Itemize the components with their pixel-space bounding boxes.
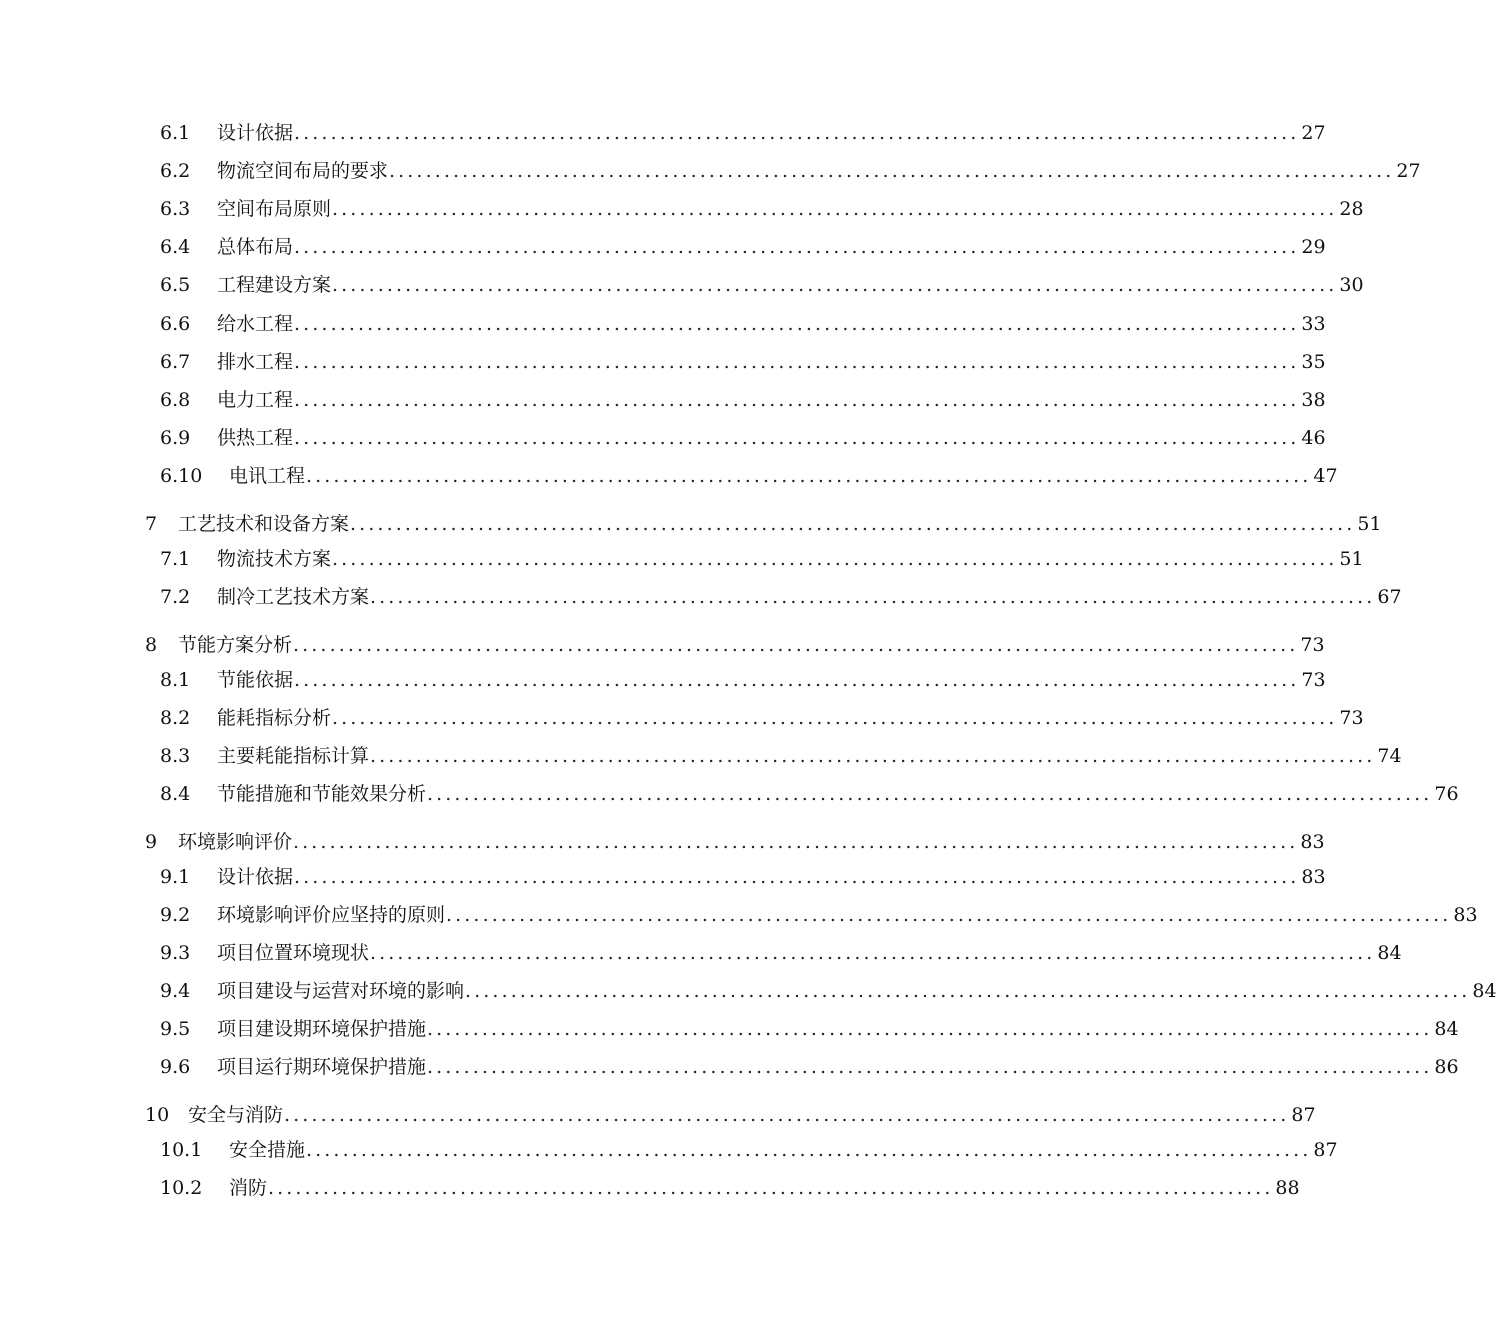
- toc-chapter-entry[interactable]: [0, 1096, 1316, 1126]
- toc-entry[interactable]: [0, 228, 1326, 258]
- toc-entry-page: 28: [1339, 198, 1364, 220]
- toc-entry-number: 6.3: [160, 198, 191, 220]
- toc-entry-page: 83: [1301, 866, 1326, 888]
- toc-entry-title: 节能措施和节能效果分析: [217, 783, 427, 805]
- toc-entry-title: 电讯工程: [229, 465, 306, 487]
- toc-entry-number: 6.5: [160, 274, 191, 296]
- toc-entry-number: 9.1: [160, 866, 191, 888]
- dot-leader: ..............................................................................................................: [294, 866, 1300, 888]
- toc-entry[interactable]: [0, 737, 1402, 767]
- dot-leader: ..............................................................................................................: [294, 122, 1300, 144]
- toc-entry-page: 76: [1434, 783, 1459, 805]
- toc-entry-title: 空间布局原则: [217, 198, 332, 220]
- toc-entry-number: 6.6: [160, 313, 191, 335]
- toc-entry-title: 消防: [229, 1177, 268, 1199]
- dot-leader: ..............................................................................................................: [332, 548, 1338, 570]
- dot-leader: ..............................................................................................................: [389, 160, 1395, 182]
- toc-entry[interactable]: [0, 152, 1421, 182]
- toc-entry-page: 46: [1301, 427, 1326, 449]
- toc-entry-number: 9.3: [160, 942, 191, 964]
- toc-entry-title: 设计依据: [217, 866, 294, 888]
- toc-entry-number: 6.9: [160, 427, 191, 449]
- toc-entry[interactable]: [0, 934, 1402, 964]
- dot-leader: ..............................................................................................................: [370, 586, 1376, 608]
- toc-entry-page: 74: [1377, 745, 1402, 767]
- toc-entry-page: 33: [1301, 313, 1326, 335]
- toc-entry-page: 51: [1357, 513, 1382, 535]
- dot-leader: ..............................................................................................................: [294, 427, 1300, 449]
- dot-leader: ..............................................................................................................: [370, 745, 1376, 767]
- toc-entry-title: 节能方案分析: [178, 634, 293, 656]
- toc-entry[interactable]: [0, 775, 1459, 805]
- toc-entry-number: 7: [145, 513, 158, 535]
- toc-entry-number: 9: [145, 831, 158, 853]
- toc-entry-number: 6.8: [160, 389, 191, 411]
- toc-entry-page: 30: [1339, 274, 1364, 296]
- toc-entry-number: 7.1: [160, 548, 191, 570]
- toc-entry-title: 安全与消防: [188, 1104, 284, 1126]
- toc-entry[interactable]: [0, 343, 1326, 373]
- toc-entry-number: 8.3: [160, 745, 191, 767]
- toc-entry-number: 7.2: [160, 586, 191, 608]
- toc-entry-number: 9.6: [160, 1056, 191, 1078]
- toc-entry-number: 10.2: [160, 1177, 203, 1199]
- toc-entry-title: 环境影响评价: [178, 831, 293, 853]
- toc-entry-title: 总体布局: [217, 236, 294, 258]
- toc-entry[interactable]: [0, 858, 1326, 888]
- toc-entry[interactable]: [0, 540, 1364, 570]
- toc-chapter-entry[interactable]: [0, 823, 1325, 853]
- toc-entry-number: 6.10: [160, 465, 203, 487]
- toc-entry[interactable]: [0, 972, 1497, 1002]
- toc-entry-number: 10: [145, 1104, 170, 1126]
- dot-leader: ..............................................................................................................: [284, 1104, 1290, 1126]
- toc-entry-title: 工艺技术和设备方案: [178, 513, 350, 535]
- toc-entry-title: 排水工程: [217, 351, 294, 373]
- toc-entry[interactable]: [0, 1048, 1459, 1078]
- toc-entry-number: 8.4: [160, 783, 191, 805]
- toc-entry-title: 电力工程: [217, 389, 294, 411]
- dot-leader: ..............................................................................................................: [293, 831, 1299, 853]
- toc-entry-page: 47: [1313, 465, 1338, 487]
- toc-entry-title: 制冷工艺技术方案: [217, 586, 370, 608]
- toc-entry-page: 73: [1301, 669, 1326, 691]
- toc-entry-page: 87: [1313, 1139, 1338, 1161]
- dot-leader: ..............................................................................................................: [294, 351, 1300, 373]
- dot-leader: ..............................................................................................................: [268, 1177, 1274, 1199]
- toc-entry-title: 项目建设期环境保护措施: [217, 1018, 427, 1040]
- toc-entry-page: 67: [1377, 586, 1402, 608]
- toc-entry-page: 87: [1291, 1104, 1316, 1126]
- dot-leader: ..............................................................................................................: [332, 274, 1338, 296]
- toc-entry-title: 项目位置环境现状: [217, 942, 370, 964]
- toc-entry-number: 8.2: [160, 707, 191, 729]
- toc-entry[interactable]: [0, 419, 1326, 449]
- toc-chapter-entry[interactable]: [0, 505, 1382, 535]
- toc-entry-page: 35: [1301, 351, 1326, 373]
- toc-entry[interactable]: [0, 266, 1364, 296]
- dot-leader: ..............................................................................................................: [306, 465, 1312, 487]
- toc-entry[interactable]: [0, 190, 1364, 220]
- dot-leader: ..............................................................................................................: [370, 942, 1376, 964]
- toc-entry-number: 9.5: [160, 1018, 191, 1040]
- toc-entry-title: 项目运行期环境保护措施: [217, 1056, 427, 1078]
- toc-entry-title: 设计依据: [217, 122, 294, 144]
- dot-leader: ..............................................................................................................: [350, 513, 1356, 535]
- toc-entry-title: 节能依据: [217, 669, 294, 691]
- toc-entry-page: 84: [1472, 980, 1497, 1002]
- toc-entry-number: 6.2: [160, 160, 191, 182]
- toc-entry[interactable]: [0, 114, 1326, 144]
- toc-entry[interactable]: [0, 1010, 1459, 1040]
- dot-leader: ..............................................................................................................: [427, 783, 1433, 805]
- toc-entry-title: 物流空间布局的要求: [217, 160, 389, 182]
- toc-entry-page: 84: [1377, 942, 1402, 964]
- toc-entry-title: 项目建设与运营对环境的影响: [217, 980, 465, 1002]
- toc-entry-number: 8.1: [160, 669, 191, 691]
- toc-entry[interactable]: [0, 381, 1326, 411]
- dot-leader: ..............................................................................................................: [427, 1018, 1433, 1040]
- dot-leader: ..............................................................................................................: [427, 1056, 1433, 1078]
- toc-entry-page: 86: [1434, 1056, 1459, 1078]
- toc-entry[interactable]: [0, 699, 1364, 729]
- dot-leader: ..............................................................................................................: [446, 904, 1452, 926]
- dot-leader: ..............................................................................................................: [294, 313, 1300, 335]
- toc-chapter-entry[interactable]: [0, 626, 1325, 656]
- toc-entry-title: 安全措施: [229, 1139, 306, 1161]
- dot-leader: ..............................................................................................................: [332, 707, 1338, 729]
- toc-entry-page: 88: [1275, 1177, 1300, 1199]
- toc-entry-page: 84: [1434, 1018, 1459, 1040]
- dot-leader: ..............................................................................................................: [465, 980, 1471, 1002]
- dot-leader: ..............................................................................................................: [332, 198, 1338, 220]
- dot-leader: ..............................................................................................................: [294, 389, 1300, 411]
- toc-entry-page: 51: [1339, 548, 1364, 570]
- toc-entry-number: 6.4: [160, 236, 191, 258]
- toc-entry[interactable]: [0, 578, 1402, 608]
- toc-entry-page: 83: [1453, 904, 1478, 926]
- toc-entry[interactable]: [0, 1169, 1300, 1199]
- toc-entry-title: 能耗指标分析: [217, 707, 332, 729]
- toc-entry-number: 9.4: [160, 980, 191, 1002]
- toc-entry-title: 给水工程: [217, 313, 294, 335]
- dot-leader: ..............................................................................................................: [306, 1139, 1312, 1161]
- toc-entry-page: 73: [1339, 707, 1364, 729]
- toc-entry-page: 27: [1301, 122, 1326, 144]
- toc-entry-title: 工程建设方案: [217, 274, 332, 296]
- toc-entry-page: 38: [1301, 389, 1326, 411]
- toc-entry-number: 10.1: [160, 1139, 203, 1161]
- toc-entry-number: 8: [145, 634, 158, 656]
- dot-leader: ..............................................................................................................: [294, 669, 1300, 691]
- toc-entry-number: 6.1: [160, 122, 191, 144]
- toc-entry-page: 83: [1300, 831, 1325, 853]
- toc-entry[interactable]: [0, 457, 1338, 487]
- toc-entry-title: 物流技术方案: [217, 548, 332, 570]
- toc-entry[interactable]: [0, 661, 1326, 691]
- toc-entry[interactable]: [0, 305, 1326, 335]
- toc-entry-number: 6.7: [160, 351, 191, 373]
- toc-entry-number: 9.2: [160, 904, 191, 926]
- toc-entry[interactable]: [0, 896, 1478, 926]
- dot-leader: ..............................................................................................................: [294, 236, 1300, 258]
- toc-entry-title: 环境影响评价应坚持的原则: [217, 904, 446, 926]
- toc-entry[interactable]: [0, 1131, 1338, 1161]
- toc-entry-title: 供热工程: [217, 427, 294, 449]
- toc-entry-page: 27: [1396, 160, 1421, 182]
- dot-leader: ..............................................................................................................: [293, 634, 1299, 656]
- toc-entry-title: 主要耗能指标计算: [217, 745, 370, 767]
- toc-entry-page: 73: [1300, 634, 1325, 656]
- toc-entry-page: 29: [1301, 236, 1326, 258]
